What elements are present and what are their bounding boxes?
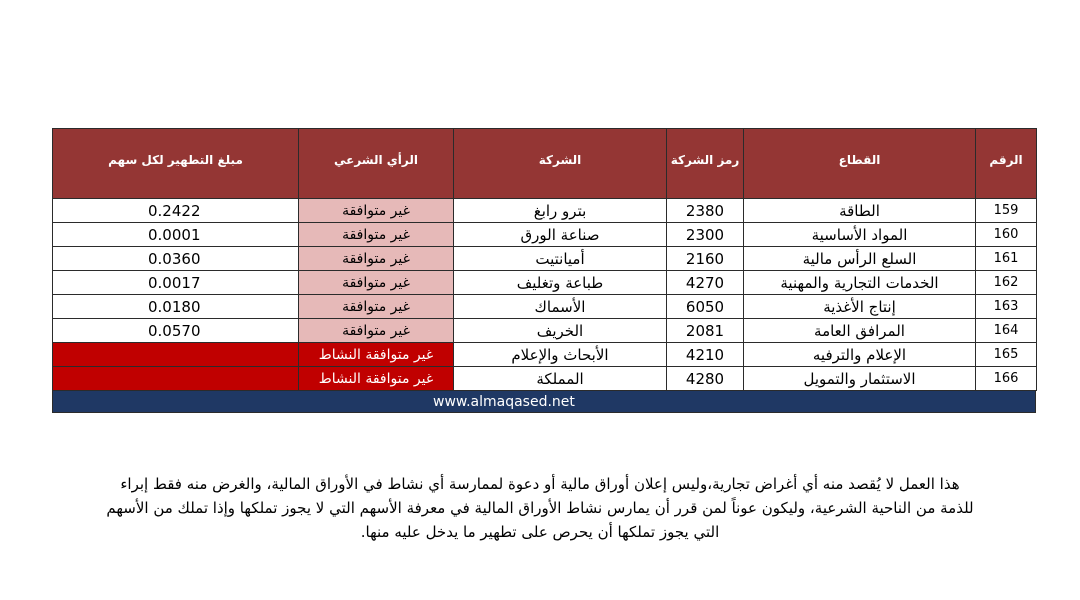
cell-amount xyxy=(53,343,299,367)
header-amount: مبلغ التطهير لكل سهم xyxy=(53,129,299,199)
cell-amount: 0.0180 xyxy=(53,295,299,319)
header-number: الرقم xyxy=(976,129,1037,199)
cell-sector: إنتاج الأغذية xyxy=(744,295,976,319)
cell-symbol: 2300 xyxy=(667,223,744,247)
cell-opinion: غير متوافقة xyxy=(299,199,454,223)
cell-symbol: 4280 xyxy=(667,367,744,391)
header-symbol: رمز الشركة xyxy=(667,129,744,199)
table-row xyxy=(53,199,1037,223)
cell-amount: 0.0360 xyxy=(53,247,299,271)
cell-number: 162 xyxy=(976,271,1037,295)
cell-amount: 0.2422 xyxy=(53,199,299,223)
cell-company: بترو رابغ xyxy=(454,199,667,223)
cell-amount: 0.0570 xyxy=(53,319,299,343)
cell-sector: الطاقة xyxy=(744,199,976,223)
cell-company: الأسماك xyxy=(454,295,667,319)
disclaimer-line-1: هذا العمل لا يُقصد منه أي أغراض تجارية،وليس إعلان أوراق مالية أو دعوة لممارسة أي نشاط في الأوراق المالية، والغرض منه فقط إبراء xyxy=(120,475,960,493)
cell-company: أميانتيت xyxy=(454,247,667,271)
disclaimer-text xyxy=(60,472,1020,544)
table-row xyxy=(53,319,1037,343)
cell-symbol: 2081 xyxy=(667,319,744,343)
cell-opinion: غير متوافقة xyxy=(299,247,454,271)
cell-symbol: 6050 xyxy=(667,295,744,319)
table-row xyxy=(53,295,1037,319)
table-row xyxy=(53,343,1037,367)
cell-number: 159 xyxy=(976,199,1037,223)
cell-number: 164 xyxy=(976,319,1037,343)
disclaimer-line-2: للذمة من الناحية الشرعية، وليكون عوناً لمن قرر أن يمارس نشاط الأوراق المالية في معرفة الأسهم التي لا يجوز تملكها وإذا تملك من الأسهم xyxy=(106,499,974,517)
table-row xyxy=(53,271,1037,295)
header-sector: القطاع xyxy=(744,129,976,199)
cell-sector: السلع الرأس مالية xyxy=(744,247,976,271)
header-opinion: الرأي الشرعي xyxy=(299,129,454,199)
cell-amount: 0.0017 xyxy=(53,271,299,295)
cell-symbol: 4210 xyxy=(667,343,744,367)
cell-opinion: غير متوافقة xyxy=(299,319,454,343)
cell-sector: الخدمات التجارية والمهنية xyxy=(744,271,976,295)
cell-number: 166 xyxy=(976,367,1037,391)
cell-symbol: 4270 xyxy=(667,271,744,295)
cell-company: الأبحاث والإعلام xyxy=(454,343,667,367)
cell-sector: الاستثمار والتمويل xyxy=(744,367,976,391)
cell-opinion: غير متوافقة xyxy=(299,271,454,295)
cell-symbol: 2160 xyxy=(667,247,744,271)
cell-opinion: غير متوافقة النشاط xyxy=(299,343,454,367)
stocks-table xyxy=(52,128,1037,391)
table-footer-bar xyxy=(52,391,1036,413)
cell-sector: المرافق العامة xyxy=(744,319,976,343)
header-company: الشركة xyxy=(454,129,667,199)
disclaimer-line-3: التي يجوز تملكها أن يحرص على تطهير ما يدخل عليه منها. xyxy=(360,523,720,541)
table-row xyxy=(53,367,1037,391)
table-row xyxy=(53,223,1037,247)
cell-amount xyxy=(53,367,299,391)
table-header-row xyxy=(53,129,1037,199)
cell-number: 161 xyxy=(976,247,1037,271)
cell-number: 160 xyxy=(976,223,1037,247)
cell-company: الخريف xyxy=(454,319,667,343)
cell-amount: 0.0001 xyxy=(53,223,299,247)
cell-opinion: غير متوافقة xyxy=(299,295,454,319)
cell-symbol: 2380 xyxy=(667,199,744,223)
cell-company: المملكة xyxy=(454,367,667,391)
cell-opinion: غير متوافقة xyxy=(299,223,454,247)
website-link[interactable]: www.almaqased.net xyxy=(433,394,575,410)
cell-number: 165 xyxy=(976,343,1037,367)
stocks-table-container xyxy=(52,128,1036,413)
cell-sector: المواد الأساسية xyxy=(744,223,976,247)
cell-company: صناعة الورق xyxy=(454,223,667,247)
cell-company: طباعة وتغليف xyxy=(454,271,667,295)
table-row xyxy=(53,247,1037,271)
cell-number: 163 xyxy=(976,295,1037,319)
cell-sector: الإعلام والترفيه xyxy=(744,343,976,367)
cell-opinion: غير متوافقة النشاط xyxy=(299,367,454,391)
